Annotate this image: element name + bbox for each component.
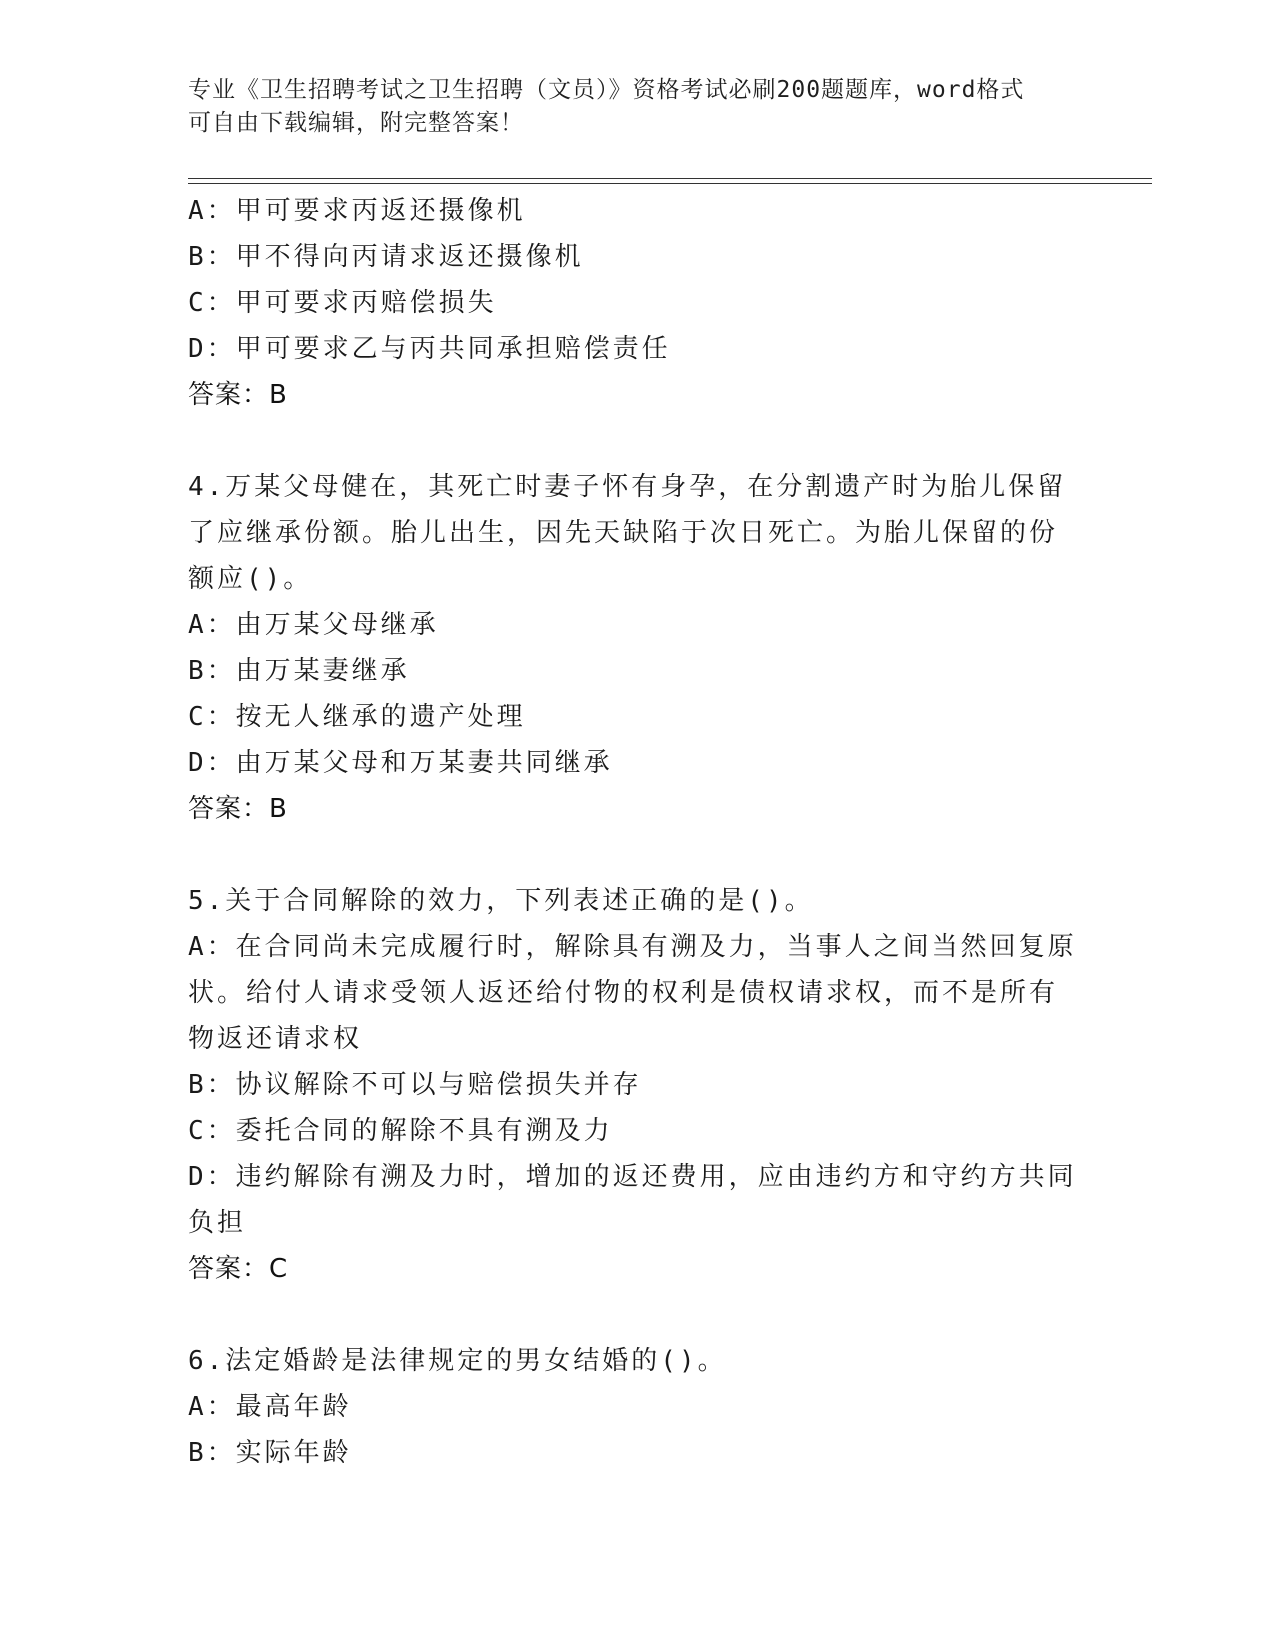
- q5-option-a-line-2: 状。给付人请求受领人返还给付物的权利是债权请求权，而不是所有: [188, 978, 1059, 1008]
- q5-option-b: B：协议解除不可以与赔偿损失并存: [188, 1070, 642, 1100]
- q3-option-b: B：甲不得向丙请求返还摄像机: [188, 242, 584, 272]
- q5-option-d-line-2: 负担: [188, 1208, 247, 1238]
- header-title-line-2: 可自由下载编辑，附完整答案！: [188, 110, 524, 136]
- question-list: [188, 188, 1088, 1476]
- header-title-line-1: 专业《卫生招聘考试之卫生招聘（文员）》资格考试必刷200题题库，word格式: [188, 77, 1025, 103]
- q4-option-d: D：由万某父母和万某妻共同继承: [188, 748, 613, 778]
- q3-option-c: C：甲可要求丙赔偿损失: [188, 288, 497, 318]
- q4-stem-line-1: 4.万某父母健在，其死亡时妻子怀有身孕，在分割遗产时为胎儿保留: [188, 472, 1067, 502]
- q4-option-c: C：按无人继承的遗产处理: [188, 702, 526, 732]
- q5-option-a-line-1: A：在合同尚未完成履行时，解除具有溯及力，当事人之间当然回复原: [188, 932, 1077, 962]
- q5-stem: 5.关于合同解除的效力，下列表述正确的是()。: [188, 886, 814, 916]
- q3-answer: 答案：B: [188, 380, 288, 410]
- q6-option-b: B：实际年龄: [188, 1438, 352, 1468]
- question-4: [188, 464, 1088, 832]
- q5-option-d-line-1: D：违约解除有溯及力时，增加的返还费用，应由违约方和守约方共同: [188, 1162, 1077, 1192]
- header-divider-top: [188, 178, 1152, 179]
- q5-option-c: C：委托合同的解除不具有溯及力: [188, 1116, 613, 1146]
- q6-option-a: A：最高年龄: [188, 1392, 352, 1422]
- question-3: [188, 188, 1088, 418]
- q3-option-a: A：甲可要求丙返还摄像机: [188, 196, 526, 226]
- q5-option-a-line-3: 物返还请求权: [188, 1024, 363, 1054]
- q3-option-d: D：甲可要求乙与丙共同承担赔偿责任: [188, 334, 671, 364]
- q4-option-b: B：由万某妻继承: [188, 656, 410, 686]
- q6-stem: 6.法定婚龄是法律规定的男女结婚的()。: [188, 1346, 727, 1376]
- question-5: [188, 878, 1088, 1292]
- question-6: [188, 1338, 1088, 1476]
- q5-answer: 答案：C: [188, 1254, 289, 1284]
- q4-option-a: A：由万某父母继承: [188, 610, 439, 640]
- header-divider-bottom: [188, 183, 1152, 184]
- q4-stem-line-2: 了应继承份额。胎儿出生，因先天缺陷于次日死亡。为胎儿保留的份: [188, 518, 1059, 548]
- q4-stem-line-3: 额应()。: [188, 564, 313, 594]
- document-header: [188, 74, 1068, 140]
- q4-answer: 答案：B: [188, 794, 288, 824]
